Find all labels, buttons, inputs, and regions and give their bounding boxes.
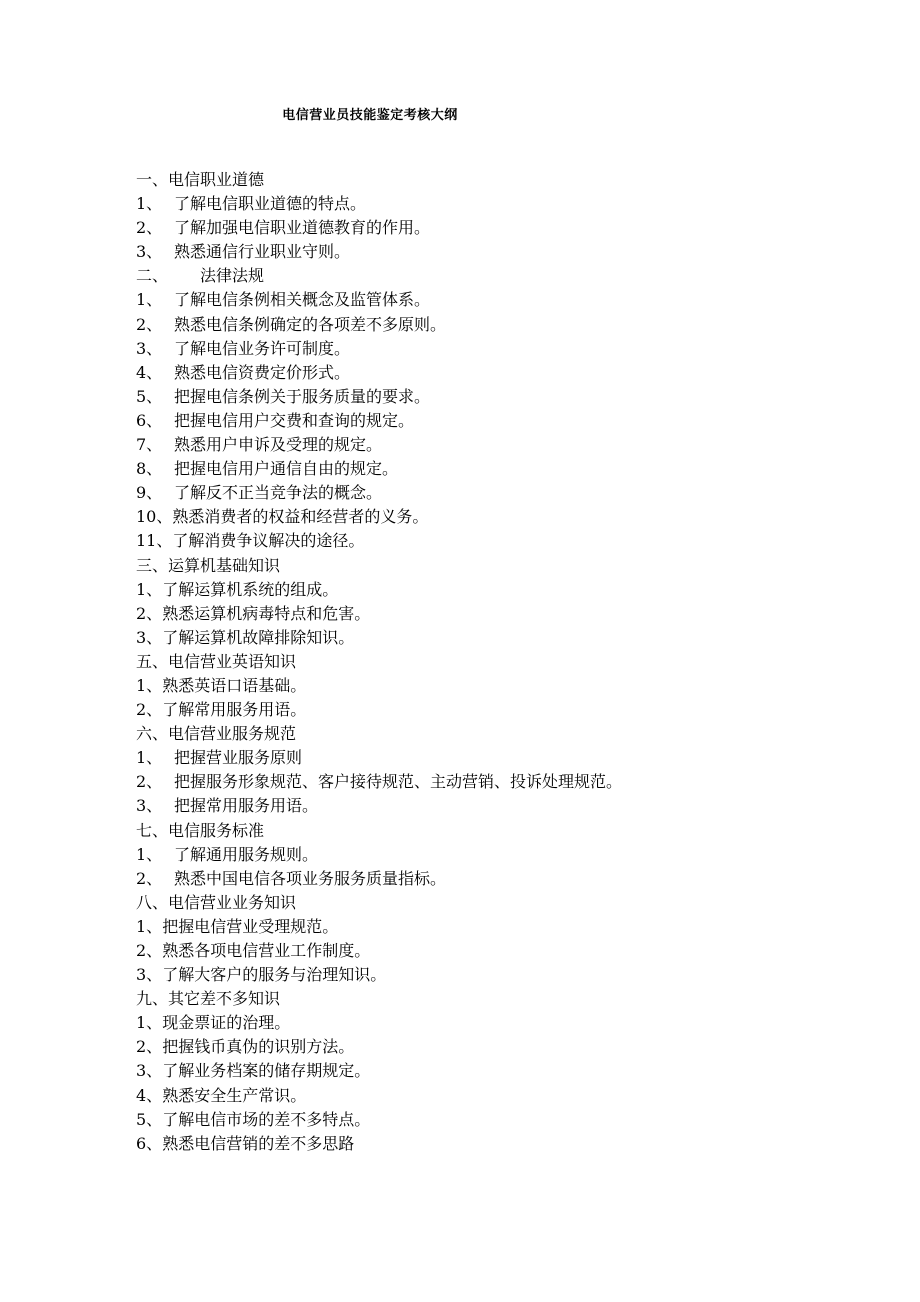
outline-line bbox=[136, 819, 876, 843]
outline-number: 二、 bbox=[136, 266, 169, 286]
outline-line bbox=[136, 770, 876, 794]
outline-number: 10、 bbox=[136, 507, 173, 527]
outline-number: 2、 bbox=[136, 700, 163, 720]
outline-list bbox=[136, 168, 876, 1156]
outline-number: 3、 bbox=[136, 965, 163, 985]
outline-text: 电信营业英语知识 bbox=[168, 651, 297, 671]
outline-line bbox=[136, 505, 876, 529]
outline-line bbox=[136, 554, 876, 578]
outline-line bbox=[136, 1011, 876, 1035]
outline-line bbox=[136, 626, 876, 650]
outline-text: 熟悉各项电信营业工作制度。 bbox=[162, 941, 371, 960]
outline-number: 3、 bbox=[136, 627, 163, 647]
outline-line bbox=[136, 891, 876, 915]
outline-line bbox=[136, 1035, 876, 1059]
outline-text: 现金票证的治理。 bbox=[162, 1013, 291, 1033]
outline-number: 1、 bbox=[136, 916, 163, 936]
outline-line bbox=[136, 578, 876, 602]
outline-text: 电信服务标准 bbox=[168, 820, 265, 840]
outline-line bbox=[136, 481, 876, 505]
outline-number: 5、 bbox=[136, 1109, 163, 1129]
outline-number: 3、 bbox=[136, 242, 163, 262]
outline-text: 把握电信用户交费和查询的规定。 bbox=[174, 410, 415, 430]
outline-line bbox=[136, 698, 876, 722]
outline-number: 八、 bbox=[136, 892, 169, 912]
outline-line bbox=[136, 457, 876, 481]
outline-line bbox=[136, 529, 876, 553]
outline-line bbox=[136, 1108, 876, 1132]
outline-number: 11、 bbox=[136, 531, 173, 551]
outline-text: 其它差不多知识 bbox=[168, 989, 281, 1009]
outline-text: 了解运算机故障排除知识。 bbox=[162, 627, 355, 647]
outline-text: 运算机基础知识 bbox=[168, 555, 281, 575]
outline-line bbox=[136, 192, 876, 216]
outline-number: 4、 bbox=[136, 362, 163, 382]
outline-line bbox=[136, 337, 876, 361]
outline-line bbox=[136, 746, 876, 770]
outline-text: 熟悉消费者的权益和经营者的义务。 bbox=[172, 507, 429, 527]
outline-number: 8、 bbox=[136, 459, 163, 479]
outline-text: 熟悉电信营销的差不多思路 bbox=[162, 1133, 355, 1153]
outline-line bbox=[136, 168, 876, 192]
outline-text: 了解运算机系统的组成。 bbox=[162, 579, 339, 599]
outline-line bbox=[136, 650, 876, 674]
outline-text: 了解通用服务规则。 bbox=[174, 844, 319, 864]
outline-text: 电信营业服务规范 bbox=[168, 724, 297, 744]
outline-line bbox=[136, 1084, 876, 1108]
outline-line bbox=[136, 867, 876, 891]
outline-number: 2、 bbox=[136, 314, 163, 334]
outline-text: 电信营业业务知识 bbox=[168, 892, 297, 912]
outline-text: 把握电信条例关于服务质量的要求。 bbox=[174, 386, 431, 406]
outline-text: 了解电信业务许可制度。 bbox=[174, 338, 351, 358]
outline-number: 4、 bbox=[136, 1085, 163, 1105]
outline-text: 熟悉运算机病毒特点和危害。 bbox=[162, 603, 371, 623]
outline-number: 6、 bbox=[136, 410, 163, 430]
outline-line bbox=[136, 313, 876, 337]
outline-line bbox=[136, 939, 876, 963]
outline-number: 五、 bbox=[136, 651, 169, 671]
outline-text: 把握常用服务用语。 bbox=[174, 796, 319, 816]
outline-number: 1、 bbox=[136, 579, 163, 599]
outline-number: 9、 bbox=[136, 483, 163, 503]
outline-text: 电信职业道德 bbox=[168, 170, 265, 189]
outline-number: 1、 bbox=[136, 290, 163, 310]
outline-number: 3、 bbox=[136, 1061, 163, 1081]
outline-line bbox=[136, 722, 876, 746]
outline-text: 了解电信条例相关概念及监管体系。 bbox=[174, 290, 431, 310]
outline-line bbox=[136, 216, 876, 240]
outline-text: 法律法规 bbox=[200, 266, 265, 286]
outline-text: 熟悉电信资费定价形式。 bbox=[174, 362, 351, 382]
outline-line bbox=[136, 963, 876, 987]
outline-number: 3、 bbox=[136, 796, 163, 816]
outline-line bbox=[136, 409, 876, 433]
outline-text: 了解常用服务用语。 bbox=[162, 700, 307, 720]
outline-line bbox=[136, 433, 876, 457]
outline-number: 七、 bbox=[136, 820, 169, 840]
outline-text: 熟悉电信条例确定的各项差不多原则。 bbox=[174, 314, 447, 334]
outline-number: 3、 bbox=[136, 338, 163, 358]
outline-text: 了解电信职业道德的特点。 bbox=[174, 194, 367, 214]
outline-number: 1、 bbox=[136, 748, 163, 768]
outline-number: 六、 bbox=[136, 724, 169, 744]
outline-text: 把握钱币真伪的识别方法。 bbox=[162, 1037, 355, 1057]
outline-text: 把握营业服务原则 bbox=[174, 748, 303, 768]
outline-line bbox=[136, 385, 876, 409]
outline-text: 了解大客户的服务与治理知识。 bbox=[162, 965, 387, 985]
outline-text: 把握服务形象规范、客户接待规范、主动营销、投诉处理规范。 bbox=[174, 772, 623, 792]
outline-number: 5、 bbox=[136, 386, 163, 406]
outline-text: 了解业务档案的储存期规定。 bbox=[162, 1061, 371, 1081]
outline-line bbox=[136, 240, 876, 264]
outline-number: 2、 bbox=[136, 868, 163, 888]
outline-line bbox=[136, 674, 876, 698]
outline-number: 6、 bbox=[136, 1133, 163, 1153]
outline-line bbox=[136, 915, 876, 939]
outline-text: 了解加强电信职业道德教育的作用。 bbox=[174, 218, 431, 238]
outline-text: 熟悉用户申诉及受理的规定。 bbox=[174, 435, 383, 455]
outline-line bbox=[136, 987, 876, 1011]
outline-number: 1、 bbox=[136, 844, 163, 864]
outline-number: 九、 bbox=[136, 989, 169, 1009]
outline-text: 了解电信市场的差不多特点。 bbox=[162, 1109, 371, 1129]
outline-number: 1、 bbox=[136, 675, 163, 695]
outline-number: 2、 bbox=[136, 218, 163, 238]
outline-line bbox=[136, 602, 876, 626]
outline-text: 了解反不正当竞争法的概念。 bbox=[174, 483, 383, 503]
document-title: 电信营业员技能鉴定考核大纲 bbox=[282, 108, 458, 123]
outline-number: 2、 bbox=[136, 772, 163, 792]
outline-number: 三、 bbox=[136, 555, 169, 575]
outline-number: 2、 bbox=[136, 941, 163, 960]
outline-text: 了解消费争议解决的途径。 bbox=[172, 531, 365, 551]
outline-line bbox=[136, 843, 876, 867]
outline-number: 7、 bbox=[136, 435, 163, 455]
outline-line bbox=[136, 361, 876, 385]
outline-number: 1、 bbox=[136, 1013, 163, 1033]
outline-number: 2、 bbox=[136, 603, 163, 623]
outline-line bbox=[136, 1059, 876, 1083]
outline-number: 2、 bbox=[136, 1037, 163, 1057]
outline-text: 熟悉安全生产常识。 bbox=[162, 1085, 307, 1105]
outline-line bbox=[136, 794, 876, 818]
outline-line bbox=[136, 1132, 876, 1156]
outline-line bbox=[136, 288, 876, 312]
outline-number: 一、 bbox=[136, 170, 169, 189]
outline-text: 熟悉英语口语基础。 bbox=[162, 675, 307, 695]
outline-text: 把握电信营业受理规范。 bbox=[162, 916, 339, 936]
outline-text: 熟悉中国电信各项业务服务质量指标。 bbox=[174, 868, 447, 888]
outline-line bbox=[136, 264, 876, 288]
outline-text: 熟悉通信行业职业守则。 bbox=[174, 242, 351, 262]
outline-number: 1、 bbox=[136, 194, 163, 214]
outline-text: 把握电信用户通信自由的规定。 bbox=[174, 459, 399, 479]
